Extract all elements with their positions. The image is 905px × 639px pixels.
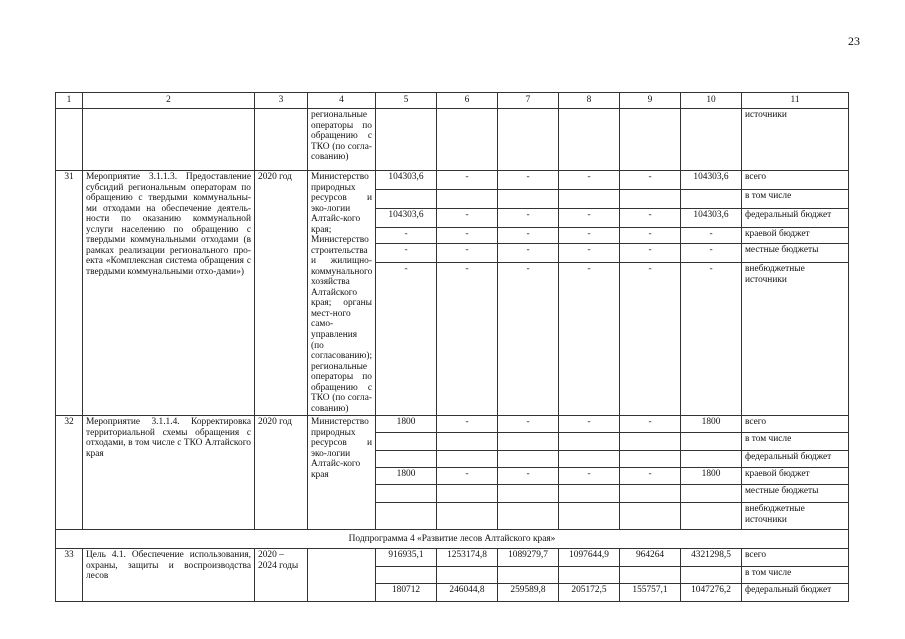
value-cell: 155757,1 (620, 584, 681, 602)
value-cell (437, 433, 498, 451)
value-cell: 1047276,2 (681, 584, 742, 602)
value-cell (559, 503, 620, 530)
value-cell: - (437, 171, 498, 190)
year-cell (255, 109, 308, 171)
org-cell (308, 549, 376, 602)
value-cell (620, 503, 681, 530)
source-cell: в том числе (742, 433, 849, 451)
value-cell: - (376, 244, 437, 263)
header-cell: 6 (437, 93, 498, 109)
year-cell: 2020 – 2024 годы (255, 549, 308, 602)
value-cell: - (559, 227, 620, 244)
value-cell (620, 451, 681, 468)
num-cell: 32 (56, 416, 83, 530)
org-cell: Министерство природных ресурсов и эко-логии Алтайс-кого края; Министерство строительства и жилищно-коммунального хозяйства Алтайского края; органы мест-ного само-управления (по согласованию); региональные операторы по обращению с ТКО (по согла-сованию) (308, 171, 376, 416)
value-cell: 916935,1 (376, 549, 437, 567)
source-cell: внебюджетные источники (742, 503, 849, 530)
num-cell (56, 109, 83, 171)
value-cell: - (437, 227, 498, 244)
source-cell: источники (742, 109, 849, 171)
value-cell (620, 433, 681, 451)
value-cell (559, 109, 620, 171)
value-cell (620, 485, 681, 503)
page-number: 23 (848, 34, 860, 48)
value-cell: - (376, 263, 437, 416)
value-cell (376, 451, 437, 468)
value-cell: 104303,6 (681, 171, 742, 190)
num-cell: 33 (56, 549, 83, 602)
year-cell: 2020 год (255, 171, 308, 416)
value-cell: - (437, 416, 498, 433)
value-cell: - (620, 227, 681, 244)
value-cell (376, 189, 437, 208)
value-cell: - (498, 416, 559, 433)
value-cell (376, 433, 437, 451)
value-cell (498, 189, 559, 208)
value-cell (498, 451, 559, 468)
source-cell: федеральный бюджет (742, 208, 849, 227)
value-cell (559, 189, 620, 208)
name-cell: Мероприятие 3.1.1.4. Корректировка территориальной схемы обращения с отходами, в том числе с ТКО Алтайского края (83, 416, 255, 530)
name-cell: Цель 4.1. Обеспечение использования, охраны, защиты и воспроизводства лесов (83, 549, 255, 602)
header-cell: 4 (308, 93, 376, 109)
value-cell (681, 485, 742, 503)
value-cell (437, 109, 498, 171)
value-cell (498, 567, 559, 584)
value-cell: 104303,6 (376, 208, 437, 227)
value-cell: - (681, 263, 742, 416)
value-cell: - (559, 244, 620, 263)
value-cell (498, 503, 559, 530)
source-cell: в том числе (742, 189, 849, 208)
value-cell: 259589,8 (498, 584, 559, 602)
value-cell: - (437, 468, 498, 485)
value-cell: - (498, 263, 559, 416)
value-cell: 4321298,5 (681, 549, 742, 567)
header-cell: 3 (255, 93, 308, 109)
value-cell: - (620, 244, 681, 263)
value-cell (437, 485, 498, 503)
value-cell (559, 433, 620, 451)
source-cell: местные бюджеты (742, 244, 849, 263)
value-cell: - (681, 227, 742, 244)
header-cell: 8 (559, 93, 620, 109)
value-cell (498, 109, 559, 171)
table-row (56, 171, 849, 190)
name-cell: Мероприятие 3.1.1.3. Предоставление субсидий региональным операторам по обращению с твердыми коммунальны-ми отходами на обеспечение деятель-ности по оказанию коммунальной услуги населению по обращению с твердыми коммунальными отходами (в рамках реализации регионального про-екта «Комплексная система обращения с твердыми коммунальными отхо-дами») (83, 171, 255, 416)
year-cell: 2020 год (255, 416, 308, 530)
header-cell: 1 (56, 93, 83, 109)
section-title: Подпрограмма 4 «Развитие лесов Алтайского края» (56, 530, 849, 549)
table-row (56, 416, 849, 433)
value-cell: 205172,5 (559, 584, 620, 602)
value-cell: - (620, 208, 681, 227)
header-cell: 2 (83, 93, 255, 109)
source-cell: краевой бюджет (742, 468, 849, 485)
value-cell (620, 567, 681, 584)
value-cell: - (559, 416, 620, 433)
value-cell (498, 433, 559, 451)
value-cell: 1800 (681, 468, 742, 485)
value-cell (559, 567, 620, 584)
value-cell: - (620, 468, 681, 485)
value-cell (437, 503, 498, 530)
source-cell: всего (742, 549, 849, 567)
value-cell: 1097644,9 (559, 549, 620, 567)
value-cell (437, 451, 498, 468)
org-cell: региональные операторы по обращению с ТКО (по согла-сованию) (308, 109, 376, 171)
value-cell: - (437, 244, 498, 263)
value-cell (681, 433, 742, 451)
value-cell (437, 567, 498, 584)
value-cell (376, 567, 437, 584)
value-cell: - (498, 171, 559, 190)
value-cell: 1800 (376, 468, 437, 485)
value-cell: 1253174,8 (437, 549, 498, 567)
value-cell: - (498, 468, 559, 485)
value-cell (681, 189, 742, 208)
value-cell: - (559, 208, 620, 227)
value-cell (559, 451, 620, 468)
value-cell (620, 109, 681, 171)
value-cell (620, 189, 681, 208)
value-cell: - (498, 208, 559, 227)
value-cell: 104303,6 (681, 208, 742, 227)
value-cell: - (498, 244, 559, 263)
value-cell (681, 109, 742, 171)
value-cell: 1800 (376, 416, 437, 433)
value-cell (681, 451, 742, 468)
budget-table (55, 92, 849, 602)
value-cell: 180712 (376, 584, 437, 602)
source-cell: федеральный бюджет (742, 451, 849, 468)
value-cell: - (620, 263, 681, 416)
value-cell: - (620, 171, 681, 190)
value-cell: 104303,6 (376, 171, 437, 190)
value-cell (681, 567, 742, 584)
value-cell: 1800 (681, 416, 742, 433)
header-cell: 5 (376, 93, 437, 109)
name-cell (83, 109, 255, 171)
header-cell: 10 (681, 93, 742, 109)
value-cell: - (437, 263, 498, 416)
source-cell: местные бюджеты (742, 485, 849, 503)
value-cell: - (620, 416, 681, 433)
org-cell: Министерство природных ресурсов и эко-логии Алтайс-кого края (308, 416, 376, 530)
table-row (56, 549, 849, 567)
value-cell (559, 485, 620, 503)
value-cell: 964264 (620, 549, 681, 567)
value-cell: - (498, 227, 559, 244)
value-cell (498, 485, 559, 503)
source-cell: всего (742, 171, 849, 190)
header-row (56, 93, 849, 109)
source-cell: всего (742, 416, 849, 433)
table-row (56, 109, 849, 171)
source-cell: внебюджетные источники (742, 263, 849, 416)
value-cell: - (681, 244, 742, 263)
value-cell: - (437, 208, 498, 227)
source-cell: федеральный бюджет (742, 584, 849, 602)
value-cell: - (559, 263, 620, 416)
header-cell: 11 (742, 93, 849, 109)
value-cell (376, 109, 437, 171)
source-cell: в том числе (742, 567, 849, 584)
value-cell (376, 503, 437, 530)
value-cell: - (559, 468, 620, 485)
value-cell (437, 189, 498, 208)
header-cell: 7 (498, 93, 559, 109)
value-cell: - (559, 171, 620, 190)
value-cell (681, 503, 742, 530)
num-cell: 31 (56, 171, 83, 416)
value-cell: 246044,8 (437, 584, 498, 602)
value-cell (376, 485, 437, 503)
value-cell: 1089279,7 (498, 549, 559, 567)
header-cell: 9 (620, 93, 681, 109)
value-cell: - (376, 227, 437, 244)
source-cell: краевой бюджет (742, 227, 849, 244)
section-row (56, 530, 849, 549)
